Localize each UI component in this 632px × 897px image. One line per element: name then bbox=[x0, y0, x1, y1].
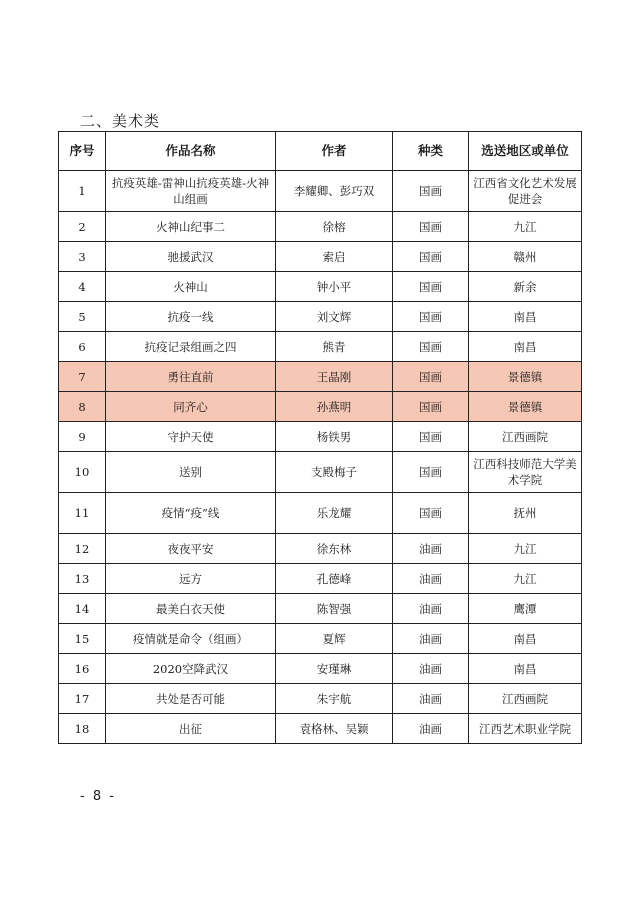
cell-no: 2 bbox=[59, 212, 106, 242]
table-row-highlighted bbox=[59, 392, 582, 422]
cell-no: 17 bbox=[59, 684, 106, 714]
cell-no: 12 bbox=[59, 534, 106, 564]
cell-author: 陈智强 bbox=[276, 594, 393, 624]
header-unit: 选送地区或单位 bbox=[469, 132, 582, 171]
cell-title: 疫情就是命令（组画） bbox=[106, 624, 276, 654]
cell-title: 守护天使 bbox=[106, 422, 276, 452]
cell-author: 安瑾琳 bbox=[276, 654, 393, 684]
cell-no: 15 bbox=[59, 624, 106, 654]
cell-type: 国画 bbox=[393, 171, 469, 212]
cell-type: 油画 bbox=[393, 714, 469, 744]
cell-type: 国画 bbox=[393, 302, 469, 332]
cell-author: 索启 bbox=[276, 242, 393, 272]
header-type: 种类 bbox=[393, 132, 469, 171]
cell-unit: 江西科技师范大学美术学院 bbox=[469, 452, 582, 493]
cell-author: 朱宇航 bbox=[276, 684, 393, 714]
cell-no: 18 bbox=[59, 714, 106, 744]
section-title: 二、美术类 bbox=[80, 112, 161, 130]
cell-author: 孔德峰 bbox=[276, 564, 393, 594]
header-no: 序号 bbox=[59, 132, 106, 171]
cell-author: 李耀卿、彭巧双 bbox=[276, 171, 393, 212]
cell-no: 4 bbox=[59, 272, 106, 302]
cell-type: 油画 bbox=[393, 534, 469, 564]
cell-no: 3 bbox=[59, 242, 106, 272]
cell-no: 8 bbox=[59, 392, 106, 422]
cell-author: 刘文辉 bbox=[276, 302, 393, 332]
cell-unit: 南昌 bbox=[469, 624, 582, 654]
cell-unit: 赣州 bbox=[469, 242, 582, 272]
table-row bbox=[59, 171, 582, 212]
awards-table bbox=[58, 131, 582, 744]
cell-type: 油画 bbox=[393, 684, 469, 714]
cell-title: 抗疫英雄-雷神山抗疫英雄-火神山组画 bbox=[106, 171, 276, 212]
cell-author: 夏辉 bbox=[276, 624, 393, 654]
cell-title: 夜夜平安 bbox=[106, 534, 276, 564]
cell-no: 7 bbox=[59, 362, 106, 392]
table-header-row bbox=[59, 132, 582, 171]
cell-unit: 江西画院 bbox=[469, 684, 582, 714]
cell-author: 王晶刚 bbox=[276, 362, 393, 392]
table-row bbox=[59, 594, 582, 624]
cell-title: 共处是否可能 bbox=[106, 684, 276, 714]
cell-no: 9 bbox=[59, 422, 106, 452]
cell-title: 火神山 bbox=[106, 272, 276, 302]
cell-title: 2020空降武汉 bbox=[106, 654, 276, 684]
cell-title: 送别 bbox=[106, 452, 276, 493]
cell-no: 11 bbox=[59, 493, 106, 534]
cell-unit: 南昌 bbox=[469, 302, 582, 332]
cell-unit: 江西画院 bbox=[469, 422, 582, 452]
cell-no: 14 bbox=[59, 594, 106, 624]
cell-no: 10 bbox=[59, 452, 106, 493]
cell-type: 国画 bbox=[393, 272, 469, 302]
cell-unit: 南昌 bbox=[469, 332, 582, 362]
table-row bbox=[59, 534, 582, 564]
cell-author: 袁格林、吴颖 bbox=[276, 714, 393, 744]
cell-no: 13 bbox=[59, 564, 106, 594]
cell-author: 徐榕 bbox=[276, 212, 393, 242]
cell-type: 国画 bbox=[393, 362, 469, 392]
table-row bbox=[59, 422, 582, 452]
cell-unit: 江西省文化艺术发展促进会 bbox=[469, 171, 582, 212]
cell-type: 国画 bbox=[393, 392, 469, 422]
table-row-highlighted bbox=[59, 362, 582, 392]
cell-title: 出征 bbox=[106, 714, 276, 744]
table-row bbox=[59, 242, 582, 272]
table-row bbox=[59, 302, 582, 332]
table-row bbox=[59, 452, 582, 493]
cell-title: 火神山纪事二 bbox=[106, 212, 276, 242]
table-row bbox=[59, 493, 582, 534]
cell-author: 杨铁男 bbox=[276, 422, 393, 452]
cell-title: 抗疫记录组画之四 bbox=[106, 332, 276, 362]
cell-type: 国画 bbox=[393, 212, 469, 242]
table-row bbox=[59, 714, 582, 744]
table-row bbox=[59, 564, 582, 594]
cell-title: 最美白衣天使 bbox=[106, 594, 276, 624]
table-row bbox=[59, 272, 582, 302]
cell-title: 同齐心 bbox=[106, 392, 276, 422]
cell-type: 国画 bbox=[393, 242, 469, 272]
cell-author: 乐龙耀 bbox=[276, 493, 393, 534]
header-title: 作品名称 bbox=[106, 132, 276, 171]
cell-no: 1 bbox=[59, 171, 106, 212]
cell-title: 抗疫一线 bbox=[106, 302, 276, 332]
cell-unit: 新余 bbox=[469, 272, 582, 302]
page-number: - 8 - bbox=[80, 789, 116, 804]
cell-no: 6 bbox=[59, 332, 106, 362]
cell-title: 疫情“疫”线 bbox=[106, 493, 276, 534]
cell-type: 油画 bbox=[393, 654, 469, 684]
cell-title: 勇往直前 bbox=[106, 362, 276, 392]
table-row bbox=[59, 212, 582, 242]
cell-unit: 抚州 bbox=[469, 493, 582, 534]
table-row bbox=[59, 624, 582, 654]
cell-title: 远方 bbox=[106, 564, 276, 594]
cell-type: 油画 bbox=[393, 624, 469, 654]
cell-type: 国画 bbox=[393, 422, 469, 452]
cell-type: 国画 bbox=[393, 493, 469, 534]
cell-type: 油画 bbox=[393, 564, 469, 594]
cell-unit: 景德镇 bbox=[469, 362, 582, 392]
cell-no: 16 bbox=[59, 654, 106, 684]
cell-type: 油画 bbox=[393, 594, 469, 624]
header-author: 作者 bbox=[276, 132, 393, 171]
cell-author: 孙燕明 bbox=[276, 392, 393, 422]
cell-unit: 九江 bbox=[469, 534, 582, 564]
cell-author: 支殿梅子 bbox=[276, 452, 393, 493]
cell-author: 熊青 bbox=[276, 332, 393, 362]
cell-unit: 南昌 bbox=[469, 654, 582, 684]
cell-unit: 九江 bbox=[469, 564, 582, 594]
table-row bbox=[59, 684, 582, 714]
cell-title: 驰援武汉 bbox=[106, 242, 276, 272]
cell-unit: 景德镇 bbox=[469, 392, 582, 422]
cell-type: 国画 bbox=[393, 452, 469, 493]
cell-no: 5 bbox=[59, 302, 106, 332]
cell-author: 徐东林 bbox=[276, 534, 393, 564]
table-row bbox=[59, 654, 582, 684]
cell-unit: 江西艺术职业学院 bbox=[469, 714, 582, 744]
cell-unit: 鹰潭 bbox=[469, 594, 582, 624]
cell-type: 国画 bbox=[393, 332, 469, 362]
cell-author: 钟小平 bbox=[276, 272, 393, 302]
table-row bbox=[59, 332, 582, 362]
cell-unit: 九江 bbox=[469, 212, 582, 242]
